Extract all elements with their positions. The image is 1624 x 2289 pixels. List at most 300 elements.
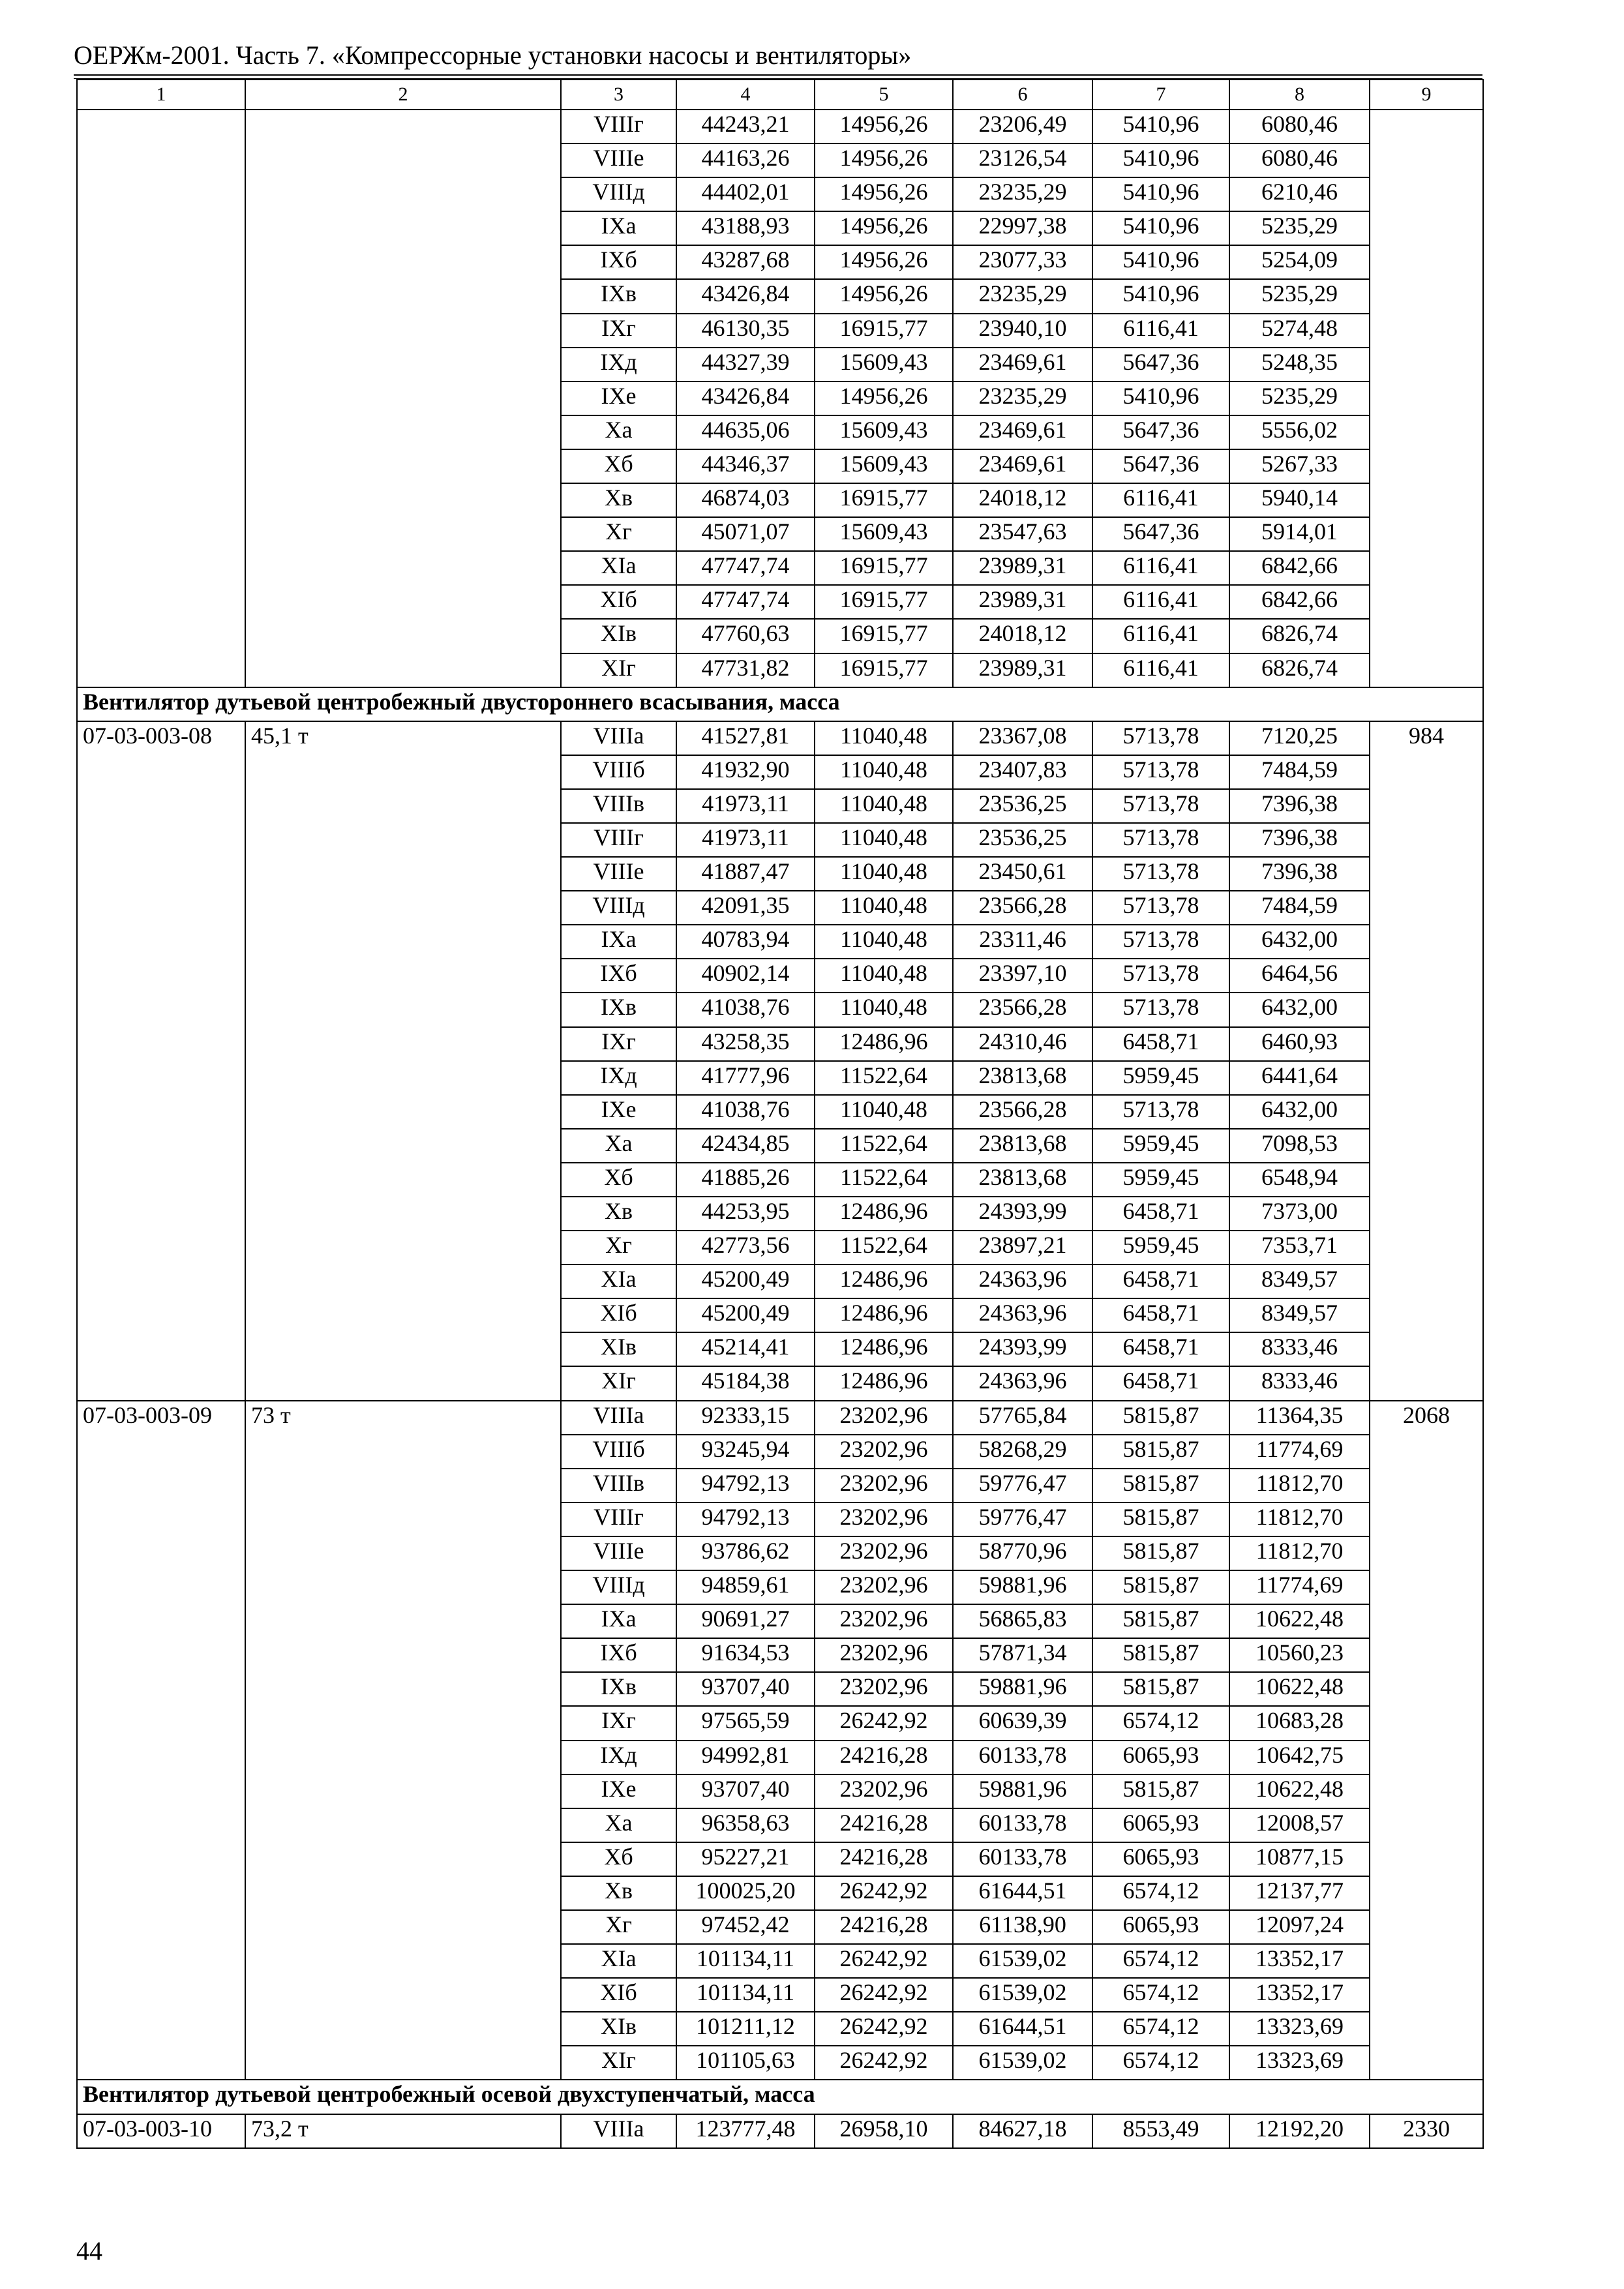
item-code-cell [77,110,245,143]
table-row [77,585,1483,619]
machine-cost-cell: 57871,34 [953,1638,1092,1672]
operator-wage-cell: 6116,41 [1092,551,1229,585]
item-mass-cell [245,1366,561,1400]
region-code-cell: VIIIв [561,1469,676,1503]
item-mass-cell [245,110,561,143]
item-mass-cell [245,789,561,823]
operator-wage-cell: 5815,87 [1092,1536,1229,1570]
operator-wage-cell: 5410,96 [1092,245,1229,279]
total-cost-cell: 47731,82 [676,653,815,687]
machine-cost-cell: 60133,78 [953,1808,1092,1842]
table-row [77,891,1483,925]
labor-hours-cell [1370,1469,1483,1503]
operator-wage-cell: 5815,87 [1092,1604,1229,1638]
labor-hours-cell [1370,1638,1483,1672]
total-cost-cell: 47760,63 [676,619,815,653]
operator-wage-cell: 6574,12 [1092,1706,1229,1740]
labor-hours-cell [1370,925,1483,959]
machine-cost-cell: 23235,29 [953,279,1092,313]
labor-cost-cell: 23202,96 [815,1672,953,1706]
item-code-cell [77,925,245,959]
item-code-cell [77,382,245,415]
item-code-cell: 07-03-003-08 [77,721,245,755]
labor-hours-cell [1370,1570,1483,1604]
materials-cost-cell: 5254,09 [1229,245,1370,279]
item-code-cell [77,1095,245,1129]
region-code-cell: IXб [561,245,676,279]
region-code-cell: IXa [561,925,676,959]
total-cost-cell: 101134,11 [676,1978,815,2012]
materials-cost-cell: 11774,69 [1229,1435,1370,1469]
materials-cost-cell: 6210,46 [1229,177,1370,211]
table-row [77,1842,1483,1876]
item-code-cell [77,517,245,551]
labor-cost-cell: 12486,96 [815,1197,953,1231]
labor-cost-cell: 15609,43 [815,517,953,551]
total-cost-cell: 44402,01 [676,177,815,211]
labor-cost-cell: 11040,48 [815,721,953,755]
column-number: 5 [815,80,953,110]
labor-hours-cell [1370,449,1483,483]
region-code-cell: VIIIд [561,177,676,211]
labor-cost-cell: 15609,43 [815,415,953,449]
materials-cost-cell: 6826,74 [1229,653,1370,687]
materials-cost-cell: 6460,93 [1229,1027,1370,1061]
region-code-cell: XIa [561,551,676,585]
materials-cost-cell: 12192,20 [1229,2114,1370,2148]
table-row [77,1604,1483,1638]
machine-cost-cell: 61138,90 [953,1910,1092,1944]
labor-cost-cell: 12486,96 [815,1366,953,1400]
item-mass-cell [245,1842,561,1876]
item-code-cell [77,1298,245,1332]
labor-hours-cell [1370,1298,1483,1332]
total-cost-cell: 100025,20 [676,1876,815,1910]
item-mass-cell [245,925,561,959]
table-row [77,1706,1483,1740]
item-code-cell [77,1366,245,1400]
item-code-cell [77,483,245,517]
materials-cost-cell: 5235,29 [1229,382,1370,415]
labor-hours-cell [1370,1910,1483,1944]
operator-wage-cell: 5410,96 [1092,110,1229,143]
total-cost-cell: 97452,42 [676,1910,815,1944]
operator-wage-cell: 6458,71 [1092,1332,1229,1366]
operator-wage-cell: 5713,78 [1092,755,1229,789]
operator-wage-cell: 5713,78 [1092,823,1229,857]
item-mass-cell: 45,1 т [245,721,561,755]
machine-cost-cell: 24363,96 [953,1298,1092,1332]
total-cost-cell: 101105,63 [676,2046,815,2080]
page-header-title: ОЕРЖм-2001. Часть 7. «Компрессорные установки насосы и вентиляторы» [74,40,912,70]
total-cost-cell: 93707,40 [676,1672,815,1706]
machine-cost-cell: 59776,47 [953,1503,1092,1536]
total-cost-cell: 93707,40 [676,1774,815,1808]
region-code-cell: VIIIв [561,789,676,823]
operator-wage-cell: 6116,41 [1092,653,1229,687]
item-code-cell [77,1264,245,1298]
labor-cost-cell: 24216,28 [815,1741,953,1774]
labor-hours-cell [1370,279,1483,313]
region-code-cell: Xв [561,1197,676,1231]
labor-hours-cell [1370,382,1483,415]
labor-hours-cell [1370,1808,1483,1842]
labor-cost-cell: 12486,96 [815,1264,953,1298]
table-row [77,755,1483,789]
region-code-cell: IXе [561,1095,676,1129]
operator-wage-cell: 5815,87 [1092,1672,1229,1706]
labor-cost-cell: 14956,26 [815,177,953,211]
item-code-cell [77,551,245,585]
item-code-cell [77,449,245,483]
labor-cost-cell: 11522,64 [815,1163,953,1197]
machine-cost-cell: 61539,02 [953,2046,1092,2080]
total-cost-cell: 41527,81 [676,721,815,755]
materials-cost-cell: 7396,38 [1229,823,1370,857]
labor-cost-cell: 15609,43 [815,348,953,382]
region-code-cell: Xв [561,1876,676,1910]
item-mass-cell [245,1469,561,1503]
item-code-cell [77,959,245,993]
machine-cost-cell: 23897,21 [953,1231,1092,1264]
column-number: 8 [1229,80,1370,110]
table-row [77,245,1483,279]
materials-cost-cell: 5556,02 [1229,415,1370,449]
item-mass-cell [245,1774,561,1808]
table-row [77,1876,1483,1910]
item-mass-cell [245,1876,561,1910]
item-mass-cell [245,279,561,313]
table-row [77,1366,1483,1400]
machine-cost-cell: 23566,28 [953,993,1092,1026]
region-code-cell: IXв [561,1672,676,1706]
materials-cost-cell: 6548,94 [1229,1163,1370,1197]
machine-cost-cell: 61539,02 [953,1944,1092,1978]
total-cost-cell: 46130,35 [676,314,815,348]
section-row [77,2080,1483,2114]
labor-hours-cell [1370,1842,1483,1876]
region-code-cell: IXг [561,314,676,348]
labor-hours-cell [1370,1978,1483,2012]
item-code-cell [77,348,245,382]
labor-hours-cell [1370,211,1483,245]
labor-cost-cell: 16915,77 [815,551,953,585]
machine-cost-cell: 56865,83 [953,1604,1092,1638]
machine-cost-cell: 60639,39 [953,1706,1092,1740]
table-row [77,279,1483,313]
section-row [77,687,1483,721]
region-code-cell: Xб [561,1163,676,1197]
table-row [77,1774,1483,1808]
operator-wage-cell: 6574,12 [1092,1876,1229,1910]
labor-cost-cell: 11040,48 [815,959,953,993]
labor-cost-cell: 26242,92 [815,2046,953,2080]
region-code-cell: Xв [561,483,676,517]
machine-cost-cell: 61539,02 [953,1978,1092,2012]
labor-hours-cell [1370,891,1483,925]
item-code-cell [77,789,245,823]
materials-cost-cell: 7396,38 [1229,857,1370,891]
item-mass-cell [245,1027,561,1061]
item-code-cell [77,1910,245,1944]
item-mass-cell [245,1298,561,1332]
item-code-cell [77,1706,245,1740]
item-mass-cell [245,1910,561,1944]
materials-cost-cell: 5235,29 [1229,211,1370,245]
labor-hours-cell [1370,619,1483,653]
total-cost-cell: 42773,56 [676,1231,815,1264]
item-mass-cell [245,415,561,449]
labor-cost-cell: 11040,48 [815,755,953,789]
item-mass-cell [245,2012,561,2046]
item-mass-cell [245,483,561,517]
total-cost-cell: 123777,48 [676,2114,815,2148]
item-code-cell [77,891,245,925]
labor-cost-cell: 23202,96 [815,1435,953,1469]
item-mass-cell [245,959,561,993]
machine-cost-cell: 60133,78 [953,1842,1092,1876]
labor-hours-cell [1370,1163,1483,1197]
materials-cost-cell: 13323,69 [1229,2046,1370,2080]
table-row [77,551,1483,585]
total-cost-cell: 43426,84 [676,279,815,313]
total-cost-cell: 96358,63 [676,1808,815,1842]
item-code-cell [77,177,245,211]
column-number-row [77,80,1483,110]
total-cost-cell: 46874,03 [676,483,815,517]
labor-hours-cell [1370,1027,1483,1061]
total-cost-cell: 45071,07 [676,517,815,551]
region-code-cell: IXд [561,1061,676,1095]
labor-cost-cell: 12486,96 [815,1027,953,1061]
machine-cost-cell: 61644,51 [953,2012,1092,2046]
item-code-cell [77,1332,245,1366]
item-code-cell [77,245,245,279]
item-mass-cell [245,2046,561,2080]
materials-cost-cell: 6441,64 [1229,1061,1370,1095]
table-row [77,1197,1483,1231]
region-code-cell: XIa [561,1264,676,1298]
total-cost-cell: 44163,26 [676,143,815,177]
total-cost-cell: 92333,15 [676,1401,815,1435]
machine-cost-cell: 24310,46 [953,1027,1092,1061]
total-cost-cell: 41038,76 [676,1095,815,1129]
table-row [77,110,1483,143]
labor-hours-cell [1370,1876,1483,1910]
operator-wage-cell: 6458,71 [1092,1264,1229,1298]
item-mass-cell [245,143,561,177]
materials-cost-cell: 7098,53 [1229,1129,1370,1163]
labor-hours-cell [1370,789,1483,823]
total-cost-cell: 44635,06 [676,415,815,449]
total-cost-cell: 47747,74 [676,585,815,619]
labor-cost-cell: 14956,26 [815,211,953,245]
item-mass-cell [245,857,561,891]
materials-cost-cell: 12097,24 [1229,1910,1370,1944]
machine-cost-cell: 58770,96 [953,1536,1092,1570]
operator-wage-cell: 5647,36 [1092,517,1229,551]
region-code-cell: VIIIд [561,1570,676,1604]
region-code-cell: XIг [561,1366,676,1400]
operator-wage-cell: 5815,87 [1092,1401,1229,1435]
item-mass-cell [245,1741,561,1774]
table-row [77,2012,1483,2046]
total-cost-cell: 94992,81 [676,1741,815,1774]
item-code-cell [77,857,245,891]
table-row [77,1435,1483,1469]
labor-hours-cell [1370,177,1483,211]
labor-cost-cell: 26242,92 [815,2012,953,2046]
table-row [77,1129,1483,1163]
item-code-cell [77,1536,245,1570]
labor-hours-cell [1370,1774,1483,1808]
machine-cost-cell: 23450,61 [953,857,1092,891]
labor-hours-cell [1370,1741,1483,1774]
labor-hours-cell [1370,2046,1483,2080]
labor-hours-cell: 2330 [1370,2114,1483,2148]
item-code-cell [77,1163,245,1197]
item-code-cell [77,1129,245,1163]
total-cost-cell: 41885,26 [676,1163,815,1197]
item-mass-cell [245,619,561,653]
operator-wage-cell: 8553,49 [1092,2114,1229,2148]
labor-cost-cell: 16915,77 [815,619,953,653]
labor-hours-cell [1370,1366,1483,1400]
labor-cost-cell: 24216,28 [815,1842,953,1876]
operator-wage-cell: 5713,78 [1092,891,1229,925]
materials-cost-cell: 10622,48 [1229,1774,1370,1808]
materials-cost-cell: 8349,57 [1229,1298,1370,1332]
materials-cost-cell: 13352,17 [1229,1944,1370,1978]
operator-wage-cell: 6116,41 [1092,314,1229,348]
labor-hours-cell: 2068 [1370,1401,1483,1435]
labor-hours-cell [1370,1706,1483,1740]
operator-wage-cell: 5815,87 [1092,1435,1229,1469]
materials-cost-cell: 7353,71 [1229,1231,1370,1264]
labor-cost-cell: 11522,64 [815,1061,953,1095]
column-number: 1 [77,80,245,110]
operator-wage-cell: 5713,78 [1092,721,1229,755]
item-code-cell [77,1061,245,1095]
total-cost-cell: 45184,38 [676,1366,815,1400]
table-row [77,1978,1483,2012]
labor-cost-cell: 14956,26 [815,143,953,177]
total-cost-cell: 93245,94 [676,1435,815,1469]
labor-cost-cell: 12486,96 [815,1332,953,1366]
labor-hours-cell [1370,1604,1483,1638]
region-code-cell: Xб [561,1842,676,1876]
item-code-cell [77,823,245,857]
item-code-cell [77,1435,245,1469]
region-code-cell: VIIIе [561,143,676,177]
labor-hours-cell [1370,314,1483,348]
item-code-cell [77,1027,245,1061]
machine-cost-cell: 23940,10 [953,314,1092,348]
table-row [77,1910,1483,1944]
region-code-cell: Xa [561,1129,676,1163]
labor-hours-cell [1370,755,1483,789]
materials-cost-cell: 7396,38 [1229,789,1370,823]
labor-hours-cell [1370,1332,1483,1366]
labor-hours-cell [1370,1129,1483,1163]
machine-cost-cell: 23566,28 [953,891,1092,925]
machine-cost-cell: 58268,29 [953,1435,1092,1469]
item-code-cell [77,1978,245,2012]
machine-cost-cell: 60133,78 [953,1741,1092,1774]
item-code-cell [77,1469,245,1503]
labor-cost-cell: 26958,10 [815,2114,953,2148]
materials-cost-cell: 12137,77 [1229,1876,1370,1910]
machine-cost-cell: 22997,38 [953,211,1092,245]
labor-cost-cell: 23202,96 [815,1570,953,1604]
region-code-cell: IXб [561,1638,676,1672]
operator-wage-cell: 5959,45 [1092,1061,1229,1095]
column-number: 2 [245,80,561,110]
labor-cost-cell: 11040,48 [815,891,953,925]
total-cost-cell: 41038,76 [676,993,815,1026]
item-mass-cell [245,382,561,415]
total-cost-cell: 47747,74 [676,551,815,585]
machine-cost-cell: 23397,10 [953,959,1092,993]
labor-hours-cell [1370,1061,1483,1095]
materials-cost-cell: 8333,46 [1229,1332,1370,1366]
region-code-cell: XIб [561,1978,676,2012]
materials-cost-cell: 10877,15 [1229,1842,1370,1876]
materials-cost-cell: 5248,35 [1229,348,1370,382]
labor-hours-cell [1370,1095,1483,1129]
materials-cost-cell: 6432,00 [1229,993,1370,1026]
table-row [77,1027,1483,1061]
table-row [77,314,1483,348]
region-code-cell: Xг [561,1910,676,1944]
table-row [77,415,1483,449]
table-row [77,1163,1483,1197]
total-cost-cell: 91634,53 [676,1638,815,1672]
item-code-cell [77,1741,245,1774]
page-header [74,40,1482,79]
labor-cost-cell: 16915,77 [815,585,953,619]
total-cost-cell: 97565,59 [676,1706,815,1740]
total-cost-cell: 43188,93 [676,211,815,245]
total-cost-cell: 40902,14 [676,959,815,993]
machine-cost-cell: 24363,96 [953,1264,1092,1298]
table-row [77,517,1483,551]
region-code-cell: IXе [561,382,676,415]
item-mass-cell: 73,2 т [245,2114,561,2148]
materials-cost-cell: 7484,59 [1229,755,1370,789]
table-row [77,2114,1483,2148]
total-cost-cell: 94792,13 [676,1503,815,1536]
table-row [77,653,1483,687]
labor-hours-cell [1370,653,1483,687]
operator-wage-cell: 6574,12 [1092,2046,1229,2080]
labor-hours-cell [1370,857,1483,891]
machine-cost-cell: 23077,33 [953,245,1092,279]
materials-cost-cell: 7120,25 [1229,721,1370,755]
machine-cost-cell: 23407,83 [953,755,1092,789]
item-mass-cell [245,585,561,619]
operator-wage-cell: 5713,78 [1092,925,1229,959]
operator-wage-cell: 6574,12 [1092,2012,1229,2046]
total-cost-cell: 43426,84 [676,382,815,415]
item-code-cell [77,1876,245,1910]
labor-hours-cell [1370,1944,1483,1978]
materials-cost-cell: 11812,70 [1229,1536,1370,1570]
labor-cost-cell: 23202,96 [815,1503,953,1536]
section-title: Вентилятор дутьевой центробежный осевой двухступенчатый, масса [77,2080,1483,2114]
materials-cost-cell: 6080,46 [1229,143,1370,177]
machine-cost-cell: 23536,25 [953,789,1092,823]
